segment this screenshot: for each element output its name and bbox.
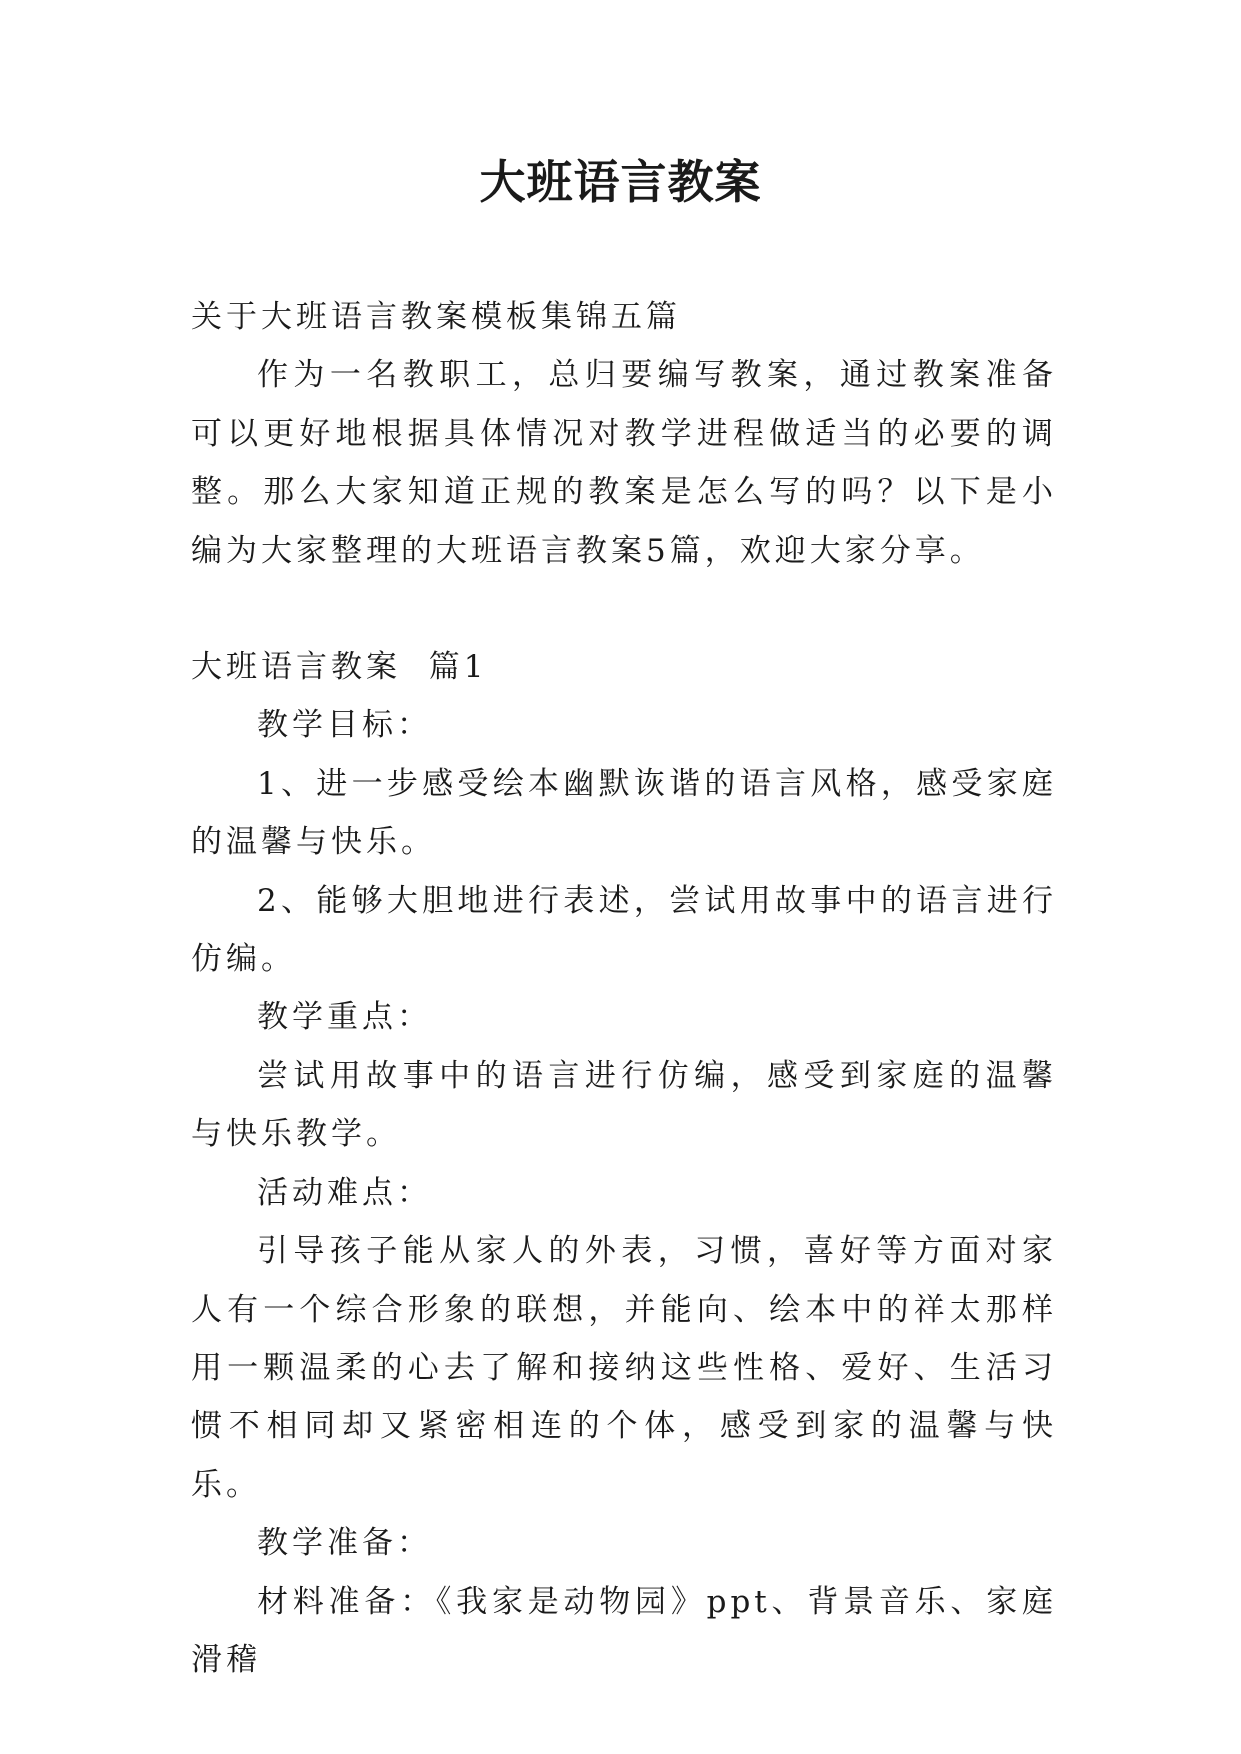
document-body bbox=[191, 288, 1057, 1689]
goal-item-1: 1、进一步感受绘本幽默诙谐的语言风格，感受家庭的温馨与快乐。 bbox=[191, 765, 1057, 861]
preparation-text: 材料准备：《我家是动物园》ppt、背景音乐、家庭滑稽 bbox=[191, 1583, 1057, 1678]
key-points-text: 尝试用故事中的语言进行仿编，感受到家庭的温馨与快乐教学。 bbox=[191, 1057, 1057, 1153]
preparation-label: 教学准备： bbox=[257, 1525, 432, 1562]
intro-paragraph: 作为一名教职工，总归要编写教案，通过教案准备可以更好地根据具体情况对教学进程做适当的必要的调整。那么大家知道正规的教案是怎么写的吗？以下是小编为大家整理的大班语言教案5篇，欢迎大家分享。 bbox=[191, 357, 1057, 569]
key-points-label: 教学重点： bbox=[257, 999, 432, 1036]
document-title: 大班语言教案 bbox=[479, 155, 762, 209]
section-spacer bbox=[191, 580, 1057, 638]
difficulty-label: 活动难点： bbox=[257, 1174, 432, 1211]
difficulty-text: 引导孩子能从家人的外表，习惯，喜好等方面对家人有一个综合形象的联想，并能向、绘本中的祥太那样用一颗温柔的心去了解和接纳这些性格、爱好、生活习惯不相同却又紧密相连的个体，感受到家的温馨与快乐。 bbox=[191, 1233, 1057, 1503]
goals-label: 教学目标： bbox=[257, 707, 432, 744]
section-heading: 大班语言教案 篇1 bbox=[191, 649, 488, 686]
document-subtitle: 关于大班语言教案模板集锦五篇 bbox=[191, 299, 681, 335]
goal-item-2: 2、能够大胆地进行表述，尝试用故事中的语言进行仿编。 bbox=[191, 882, 1057, 978]
